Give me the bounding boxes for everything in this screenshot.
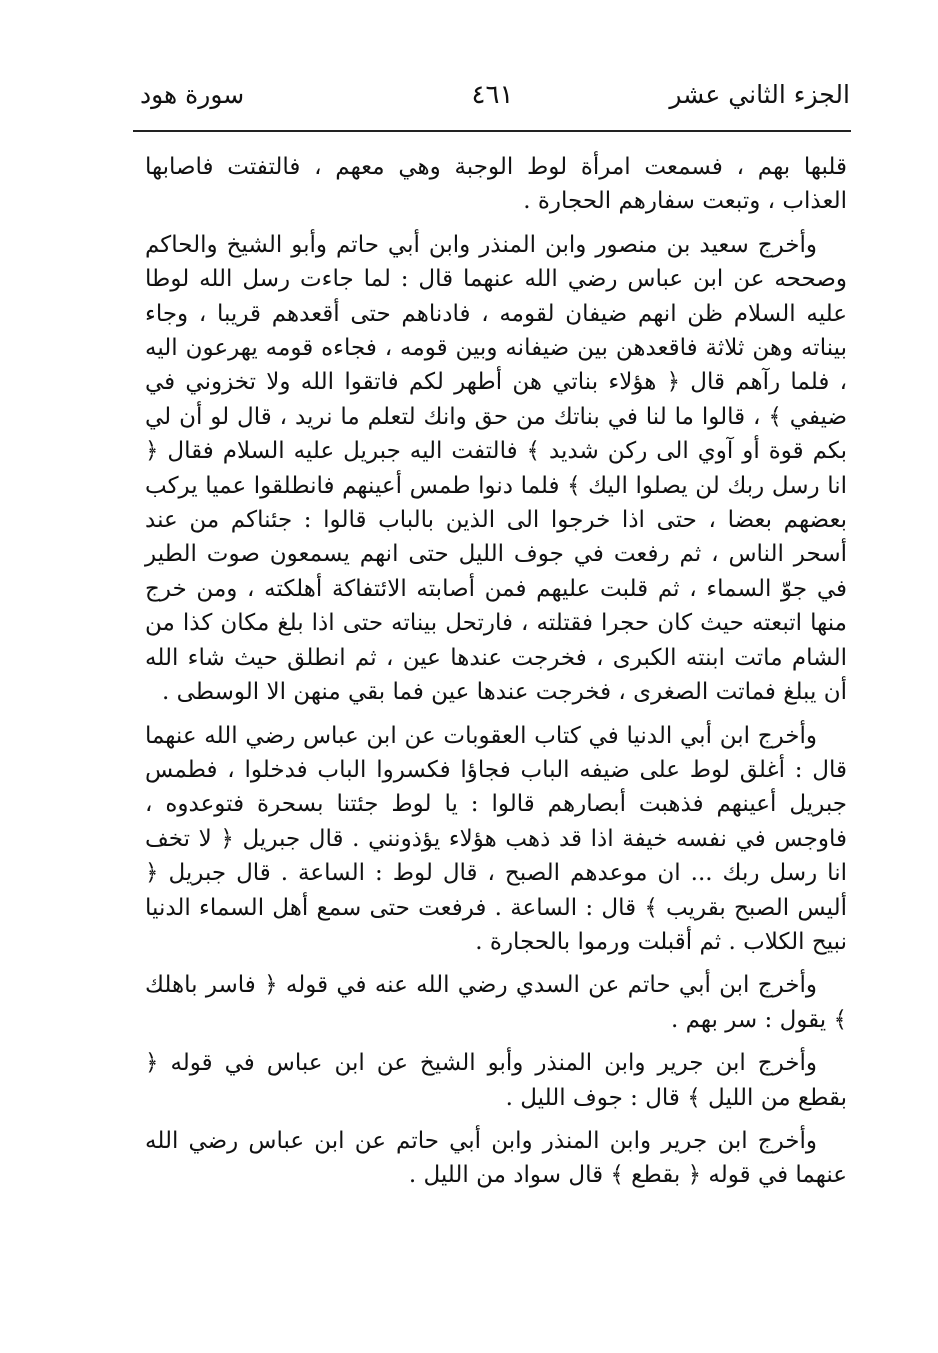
paragraph-continuation: قلبها بهم ، فسمعت امرأة لوط الوجبة وهي معهم ، فالتفتت فاصابها العذاب ، وتبعت سفارهم الحجارة . bbox=[145, 154, 847, 215]
page-header bbox=[135, 78, 850, 122]
paragraph-ibn-abbas-narration: وأخرج سعيد بن منصور وابن المنذر وابن أبي حاتم وأبو الشيخ والحاكم وصححه عن ابن عباس رضي الله عنهما قال : لما جاءت رسل الله لوطا عليه السلام ظن انهم ضيفان لقومه ، فادناهم حتى أقعدهم قريبا ، وجاء بيناته وهن ثلاثة فاقعدهن بين ضيفانه وبين قومه ، فجاءه قومه يهرعون اليه ، فلما رآهم قال ﴿ هؤلاء بناتي هن أطهر لكم فاتقوا الله ولا تخزوني في ضيفي ﴾ ، قالوا ما لنا في بناتك من حق وانك لتعلم ما نريد ، قال لو أن لي بكم قوة أو آوي الى ركن شديد ﴾ فالتفت اليه جبريل عليه السلام فقال ﴿ انا رسل ربك لن يصلوا اليك ﴾ فلما دنوا طمس أعينهم فانطلقوا عميا يركب بعضهم بعضا ، حتى اذا خرجوا الى الذين بالباب قالوا : جئناكم من عند أسحر الناس ، ثم رفعت في جوف الليل حتى انهم يسمعون صوت الطير في جوّ السماء ، ثم قلبت عليهم فمن أصابته الائتفاكة أهلكته ، ومن خرج منها اتبعته حيث كان حجرا فقتلته ، فارتحل بيناته حتى اذا بلغ مكان كذا من الشام ماتت ابنته الكبرى ، فخرجت عندها عين ، ثم انطلق حيث شاء الله أن يبلغ فماتت الصغرى ، فخرجت عندها عين فما بقي منهن الا الوسطى . bbox=[145, 231, 847, 706]
page-body bbox=[145, 150, 847, 1202]
paragraph-sawad-al-layl: وأخرج ابن جرير وابن المنذر وابن أبي حاتم عن ابن عباس رضي الله عنهما في قوله ﴿ بقطع ﴾ قال سواد من الليل . bbox=[145, 1127, 847, 1189]
juz-title: الجزء الثاني عشر bbox=[669, 80, 850, 109]
surah-title: سورة هود bbox=[140, 80, 245, 109]
paragraph-jawf-al-layl: وأخرج ابن جرير وابن المنذر وأبو الشيخ عن ابن عباس في قوله ﴿ بقطع من الليل ﴾ قال : جوف الليل . bbox=[145, 1050, 847, 1111]
header-divider bbox=[133, 130, 851, 132]
page-number: ٤٦١ bbox=[471, 80, 514, 110]
paragraph-uqubat-narration: وأخرج ابن أبي الدنيا في كتاب العقوبات عن ابن عباس رضي الله عنهما قال : أغلق لوط على ضيفه الباب فجاؤا فكسروا الباب فدخلوا ، فطمس جبريل أعينهم فذهبت أبصارهم قالوا : يا لوط جئتنا بسحرة فتوعدوه ، فاوجس في نفسه خيفة اذا قد ذهب هؤلاء يؤذونني . قال جبريل ﴿ لا تخف انا رسل ربك ... ان موعدهم الصبح ، قال لوط : الساعة . قال جبريل ﴿ أليس الصبح بقريب ﴾ قال : الساعة . فرفعت حتى سمع أهل السماء الدنيا نبيح الكلاب . ثم أقبلت ورموا بالحجارة . bbox=[145, 722, 847, 955]
paragraph-suddi-narration: وأخرج ابن أبي حاتم عن السدي رضي الله عنه في قوله ﴿ فاسر باهلك ﴾ يقول : سر بهم . bbox=[145, 972, 847, 1033]
